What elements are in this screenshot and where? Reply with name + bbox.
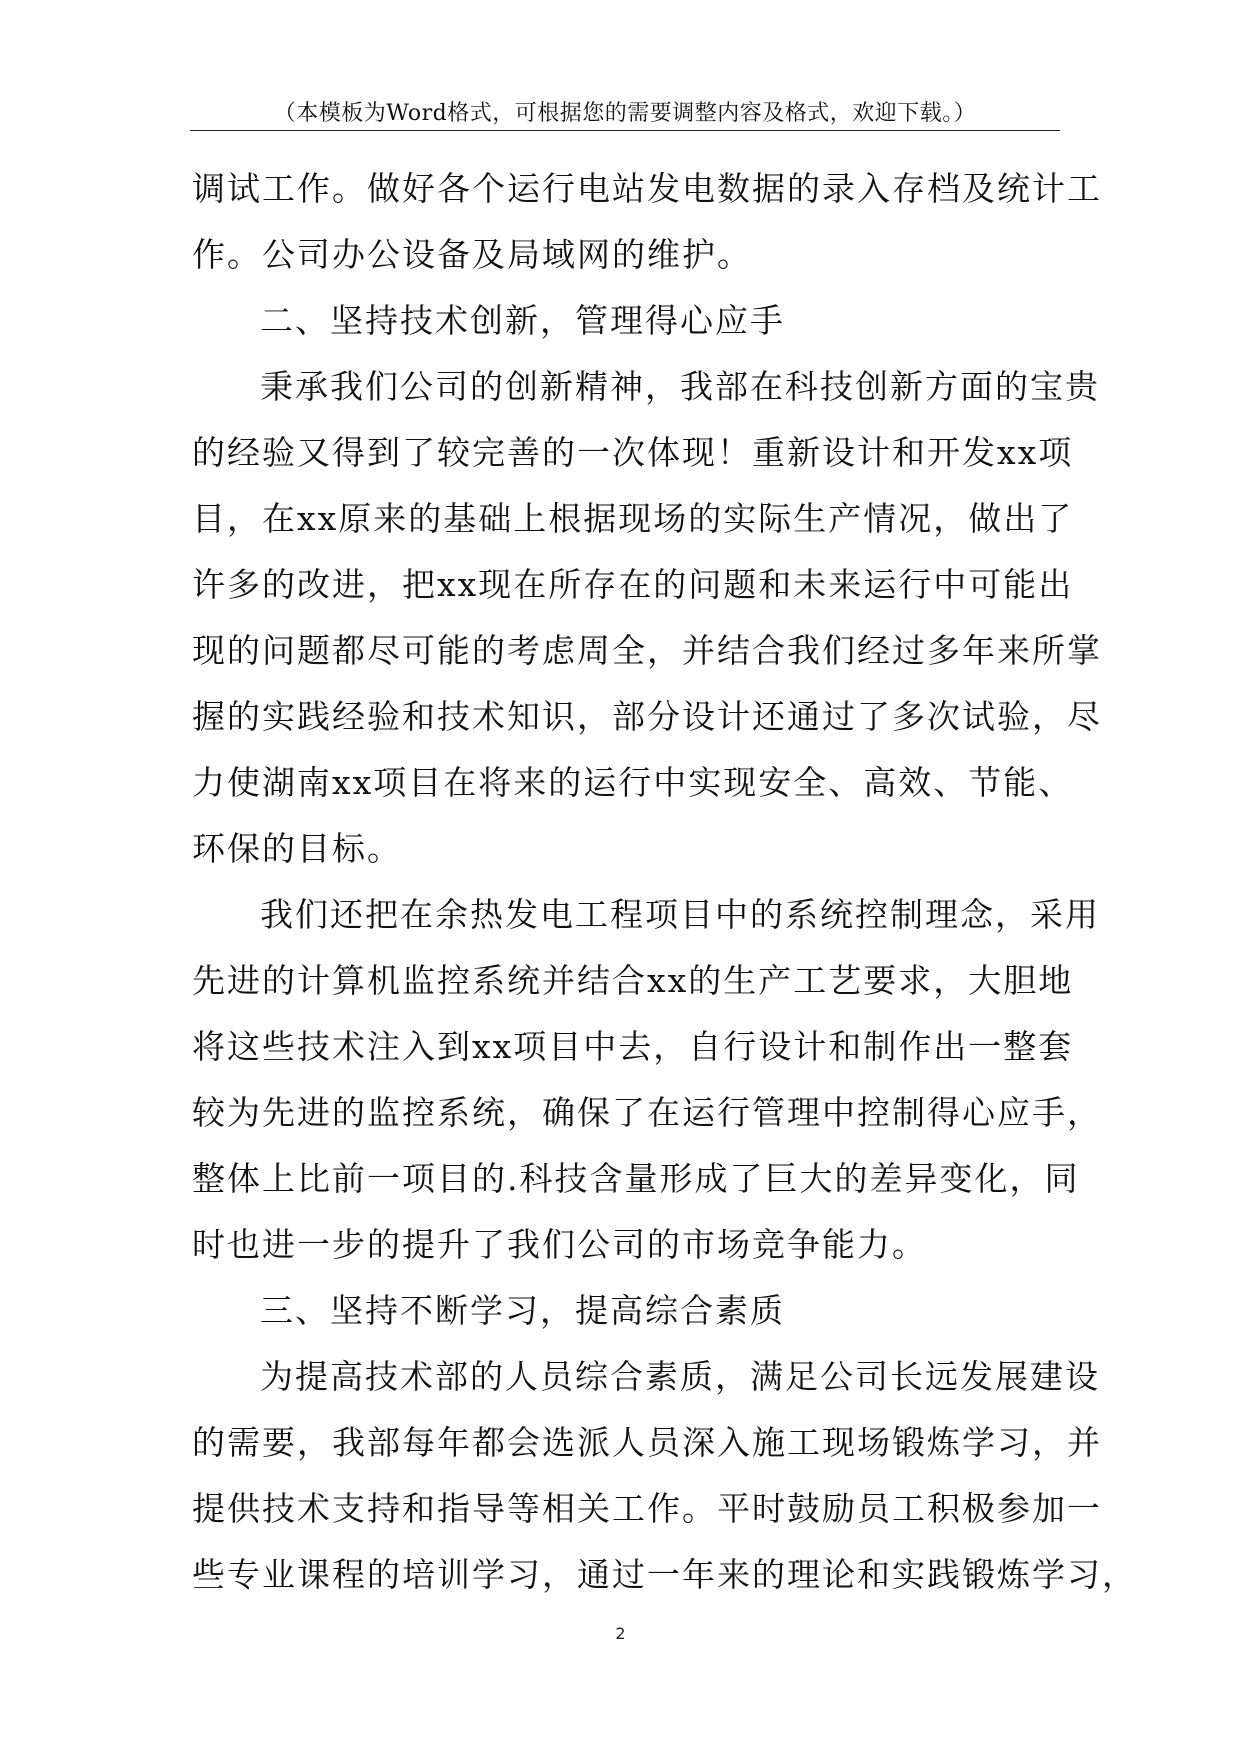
text-line: 整体上比前一项目的.科技含量形成了巨大的差异变化，同 — [192, 1159, 1080, 1198]
paragraph-training — [192, 1344, 1137, 1608]
text-line: 许多的改进，把xx现在所存在的问题和未来运行中可能出 — [192, 565, 1074, 604]
text-line: 将这些技术注入到xx项目中去，自行设计和制作出一整套 — [192, 1027, 1074, 1066]
heading-line: 三、坚持不断学习，提高综合素质 — [260, 1291, 785, 1330]
text-line: 作。公司办公设备及局域网的维护。 — [192, 235, 752, 274]
header-divider — [190, 130, 1060, 131]
paragraph-innovation — [192, 354, 1102, 882]
text-line: 时也进一步的提升了我们公司的市场竞争能力。 — [192, 1225, 927, 1264]
text-line: 目，在xx原来的基础上根据现场的实际生产情况，做出了 — [192, 499, 1074, 538]
document-body — [192, 156, 1137, 1608]
paragraph-monitoring-system — [192, 882, 1102, 1278]
text-line: 些专业课程的培训学习，通过一年来的理论和实践锻炼学习， — [192, 1555, 1137, 1594]
section-heading-3 — [192, 1278, 1072, 1344]
heading-line: 二、坚持技术创新，管理得心应手 — [260, 301, 785, 340]
text-line: 较为先进的监控系统，确保了在运行管理中控制得心应手， — [192, 1093, 1102, 1132]
text-line: 为提高技术部的人员综合素质，满足公司长远发展建设 — [260, 1357, 1100, 1396]
text-line: 秉承我们公司的创新精神，我部在科技创新方面的宝贵 — [260, 367, 1100, 406]
text-line: 先进的计算机监控系统并结合xx的生产工艺要求，大胆地 — [192, 961, 1074, 1000]
text-line: 调试工作。做好各个运行电站发电数据的录入存档及统计工 — [192, 169, 1102, 208]
text-line: 的经验又得到了较完善的一次体现！重新设计和开发xx项 — [192, 433, 1074, 472]
section-heading-2 — [192, 288, 1072, 354]
text-line: 提供技术支持和指导等相关工作。平时鼓励员工积极参加一 — [192, 1489, 1102, 1528]
text-line: 的需要，我部每年都会选派人员深入施工现场锻炼学习，并 — [192, 1423, 1102, 1462]
text-line: 握的实践经验和技术知识，部分设计还通过了多次试验，尽 — [192, 697, 1102, 736]
text-line: 现的问题都尽可能的考虑周全，并结合我们经过多年来所掌 — [192, 631, 1102, 670]
paragraph-continuation — [192, 156, 1102, 288]
text-line: 力使湖南xx项目在将来的运行中实现安全、高效、节能、 — [192, 763, 1074, 802]
text-line: 我们还把在余热发电工程项目中的系统控制理念，采用 — [260, 895, 1100, 934]
page-number: 2 — [615, 1624, 626, 1643]
page-header: （本模板为Word格式，可根据您的需要调整内容及格式，欢迎下载。） — [273, 101, 977, 126]
text-line: 环保的目标。 — [192, 829, 402, 868]
